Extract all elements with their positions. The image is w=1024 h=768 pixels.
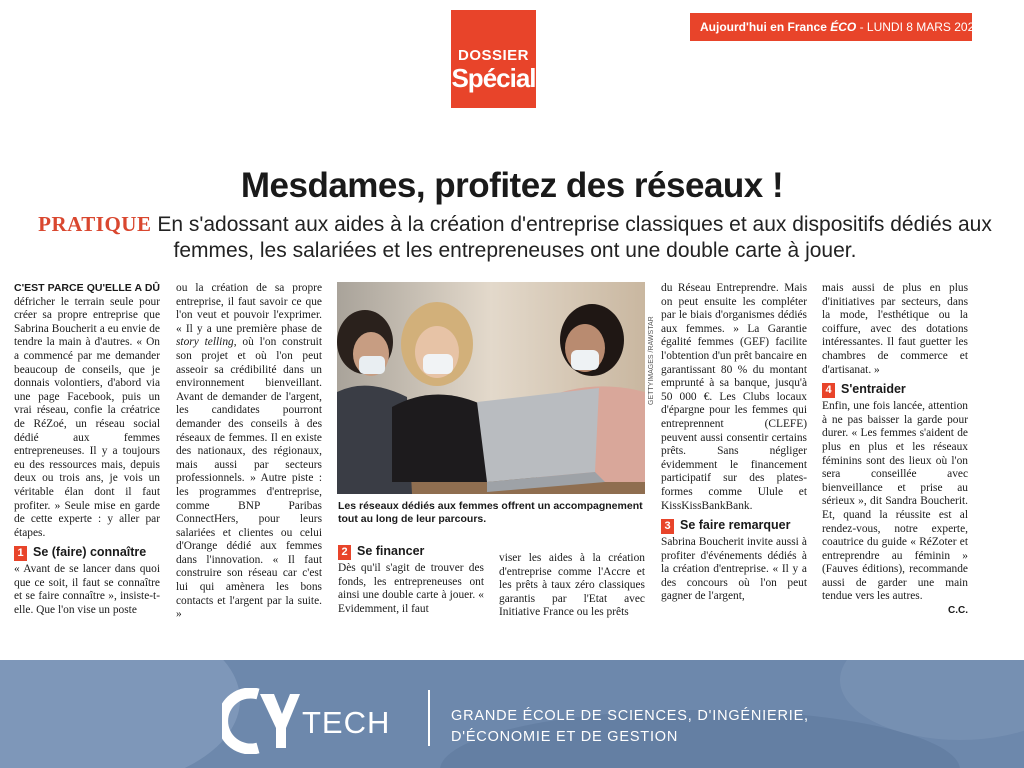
dossier-special-badge xyxy=(451,10,536,108)
column-6: mais aussi de plus en plus d'initiatives par secteurs, dans la mode, l'esthétique ou la coiffure, avec des dotations intéressantes. Il faut guetter les chambres de commerce et d'artisanat. » 4 S'entraider Enfin, une fois lancée, attention à ne pas baisser la garde pour durer. « Les femmes s'aident de plus en plus et les réseaux féminins sont des lieux où l'on sera conseillée avec bienveillance et prise au sérieux », dit Sandra Boucherit. Et, quand la réussite est al rendez-vous, notre experte, coautrice du guide « RéZoter et entreprendre au féminin » (Fauves éditions), recommande aussi de garder une main tendue vers les autres. C.C. xyxy=(822,282,968,617)
subhead-2: 2 Se financer xyxy=(338,545,484,560)
column-3 xyxy=(338,545,484,616)
subhead-3: 3 Se faire remarquer xyxy=(661,519,807,534)
women-laptop-illustration xyxy=(337,282,645,494)
guide-title: RéZoter et entreprendre au féminin xyxy=(822,536,968,562)
special-label: Spécial xyxy=(451,63,536,93)
photo-credit: GETTYIMAGES /RAWSTAR xyxy=(648,316,655,405)
ad-tagline-2: D'ÉCONOMIE ET DE GESTION xyxy=(451,729,679,745)
lead-in: C'EST PARCE QU'ELLE A DÛ xyxy=(14,282,160,294)
kicker: PRATIQUE xyxy=(38,212,152,236)
article-title: Mesdames, profitez des réseaux ! xyxy=(240,166,784,205)
article-photo xyxy=(337,282,645,494)
ad-tagline-1: GRANDE ÉCOLE DE SCIENCES, D'INGÉNIERIE, xyxy=(451,708,809,724)
col1-paragraph: défricher le terrain seule pour créer sa propre entreprise que Sabrina Boucherit a eu envie de tendre la main à d'autres. « On a commencé par me demander beaucoup de conseils, que je donnais volontiers, d'abord via une page Facebook, puis un vrai réseau, confie la créatrice de RéZoé, un réseau social dédié aux femmes entrepreneuses. Il y a toujours eu des ressources mais, depuis deux ou trois ans, je vois un véritable élan dont il faut profiter. » Seule mise en garde de cette experte : y aller par étapes. xyxy=(14,295,160,539)
column-1 xyxy=(14,282,160,618)
cy-logo-icon xyxy=(222,688,300,754)
section-label: ÉCO xyxy=(830,20,857,34)
article-deck xyxy=(30,211,1000,264)
dossier-label: DOSSIER xyxy=(457,47,529,64)
author-signature: C.C. xyxy=(948,605,968,617)
publication-name: Aujourd'hui en France xyxy=(700,20,827,34)
ad-logo-word: TECH xyxy=(302,705,391,740)
publication-bar xyxy=(690,13,981,41)
publication-date: - LUNDI 8 MARS 2021 xyxy=(859,20,981,34)
column-5 xyxy=(661,282,807,604)
ad-divider xyxy=(428,690,430,746)
col6-paragraph: mais aussi de plus en plus d'initiatives par secteurs, dans la mode, l'esthétique ou la coiffure, avec des dotations intéressantes. Il faut guetter les chambres de commerce et d'artisanat. » xyxy=(822,282,968,376)
col3-paragraph: Dès qu'il s'agit de trouver des fonds, les entrepreneuses ont ainsi une double carte à jouer. « Evidemment, il faut xyxy=(338,562,484,615)
photo-caption: Les réseaux dédiés aux femmes offrent un accompagnement tout au long de leur parcours. xyxy=(338,500,643,525)
subhead-4: 4 S'entraider xyxy=(822,383,968,398)
col5-paragraph: du Réseau Entreprendre. Mais on peut ensuite les compléter par le biais d'organismes dédiés aux femmes. » La Garantie égalité femmes (GEF) facilite l'obtention d'un prêt bancaire en garantissant 80 % du montant emprunté à sa banque, jusqu'à 50 000 €. Les Clubs locaux d'épargne pour les femmes qui entreprennent (CLEFE) peuvent aussi consentir certains prêts. Sans négliger évidemment le financement participatif sur des plates-formes comme Ulule et KissKissBankBank. xyxy=(661,282,807,512)
col5-paragraph-2: Sabrina Boucherit invite aussi à profiter d'événements dédiés à la création d'entreprise. « Il y a des concours où l'on peut gagner de l'argent, xyxy=(661,536,807,603)
column-4 xyxy=(499,552,645,620)
story-telling-term: story telling xyxy=(176,336,234,349)
col1-paragraph-2: « Avant de se lancer dans quoi que ce soit, il faut se connaître et se faire connaître », insiste-t-elle. Que l'on vise un poste xyxy=(14,563,160,617)
subhead-number-3: 3 xyxy=(661,519,674,534)
deck-text: En s'adossant aux aides à la création d'entreprise classiques et aux dispositifs dédiés aux femmes, les salariées et les entrepreneuses ont une double carte à jouer. xyxy=(157,213,992,262)
subhead-number-2: 2 xyxy=(338,545,351,560)
subhead-number-1: 1 xyxy=(14,546,27,561)
column-2: ou la création de sa propre entreprise, il faut savoir ce que l'on veut et pouvoir l'exprimer. « Il y a une première phase de story telling, où l'on construit son projet et où l'on peut asseoir sa crédibilité dans un environnement bienveillant. Avant de demander de l'argent, les candidates pourront demander des conseils à des réseaux de femmes. Il en existe des nationaux, des régionaux, mais aussi par secteurs professionnels. » Autre piste : les programmes d'entreprise, comme BNP Paribas ConnectHers, pour leurs salariées et clientes ou celui d'Orange dédié aux femmes dans l'innovation. « Il faut construire son réseau car c'est lui qui amènera les bons contacts et l'argent par la suite. » xyxy=(176,282,322,621)
subhead-number-4: 4 xyxy=(822,383,835,398)
col4-paragraph: viser les aides à la création d'entreprise comme l'Accre et les prêts à taux zéro classiques garantis par l'Etat avec Initiative France ou les prêts xyxy=(499,552,645,619)
subhead-1: 1 Se (faire) connaître xyxy=(14,546,160,561)
